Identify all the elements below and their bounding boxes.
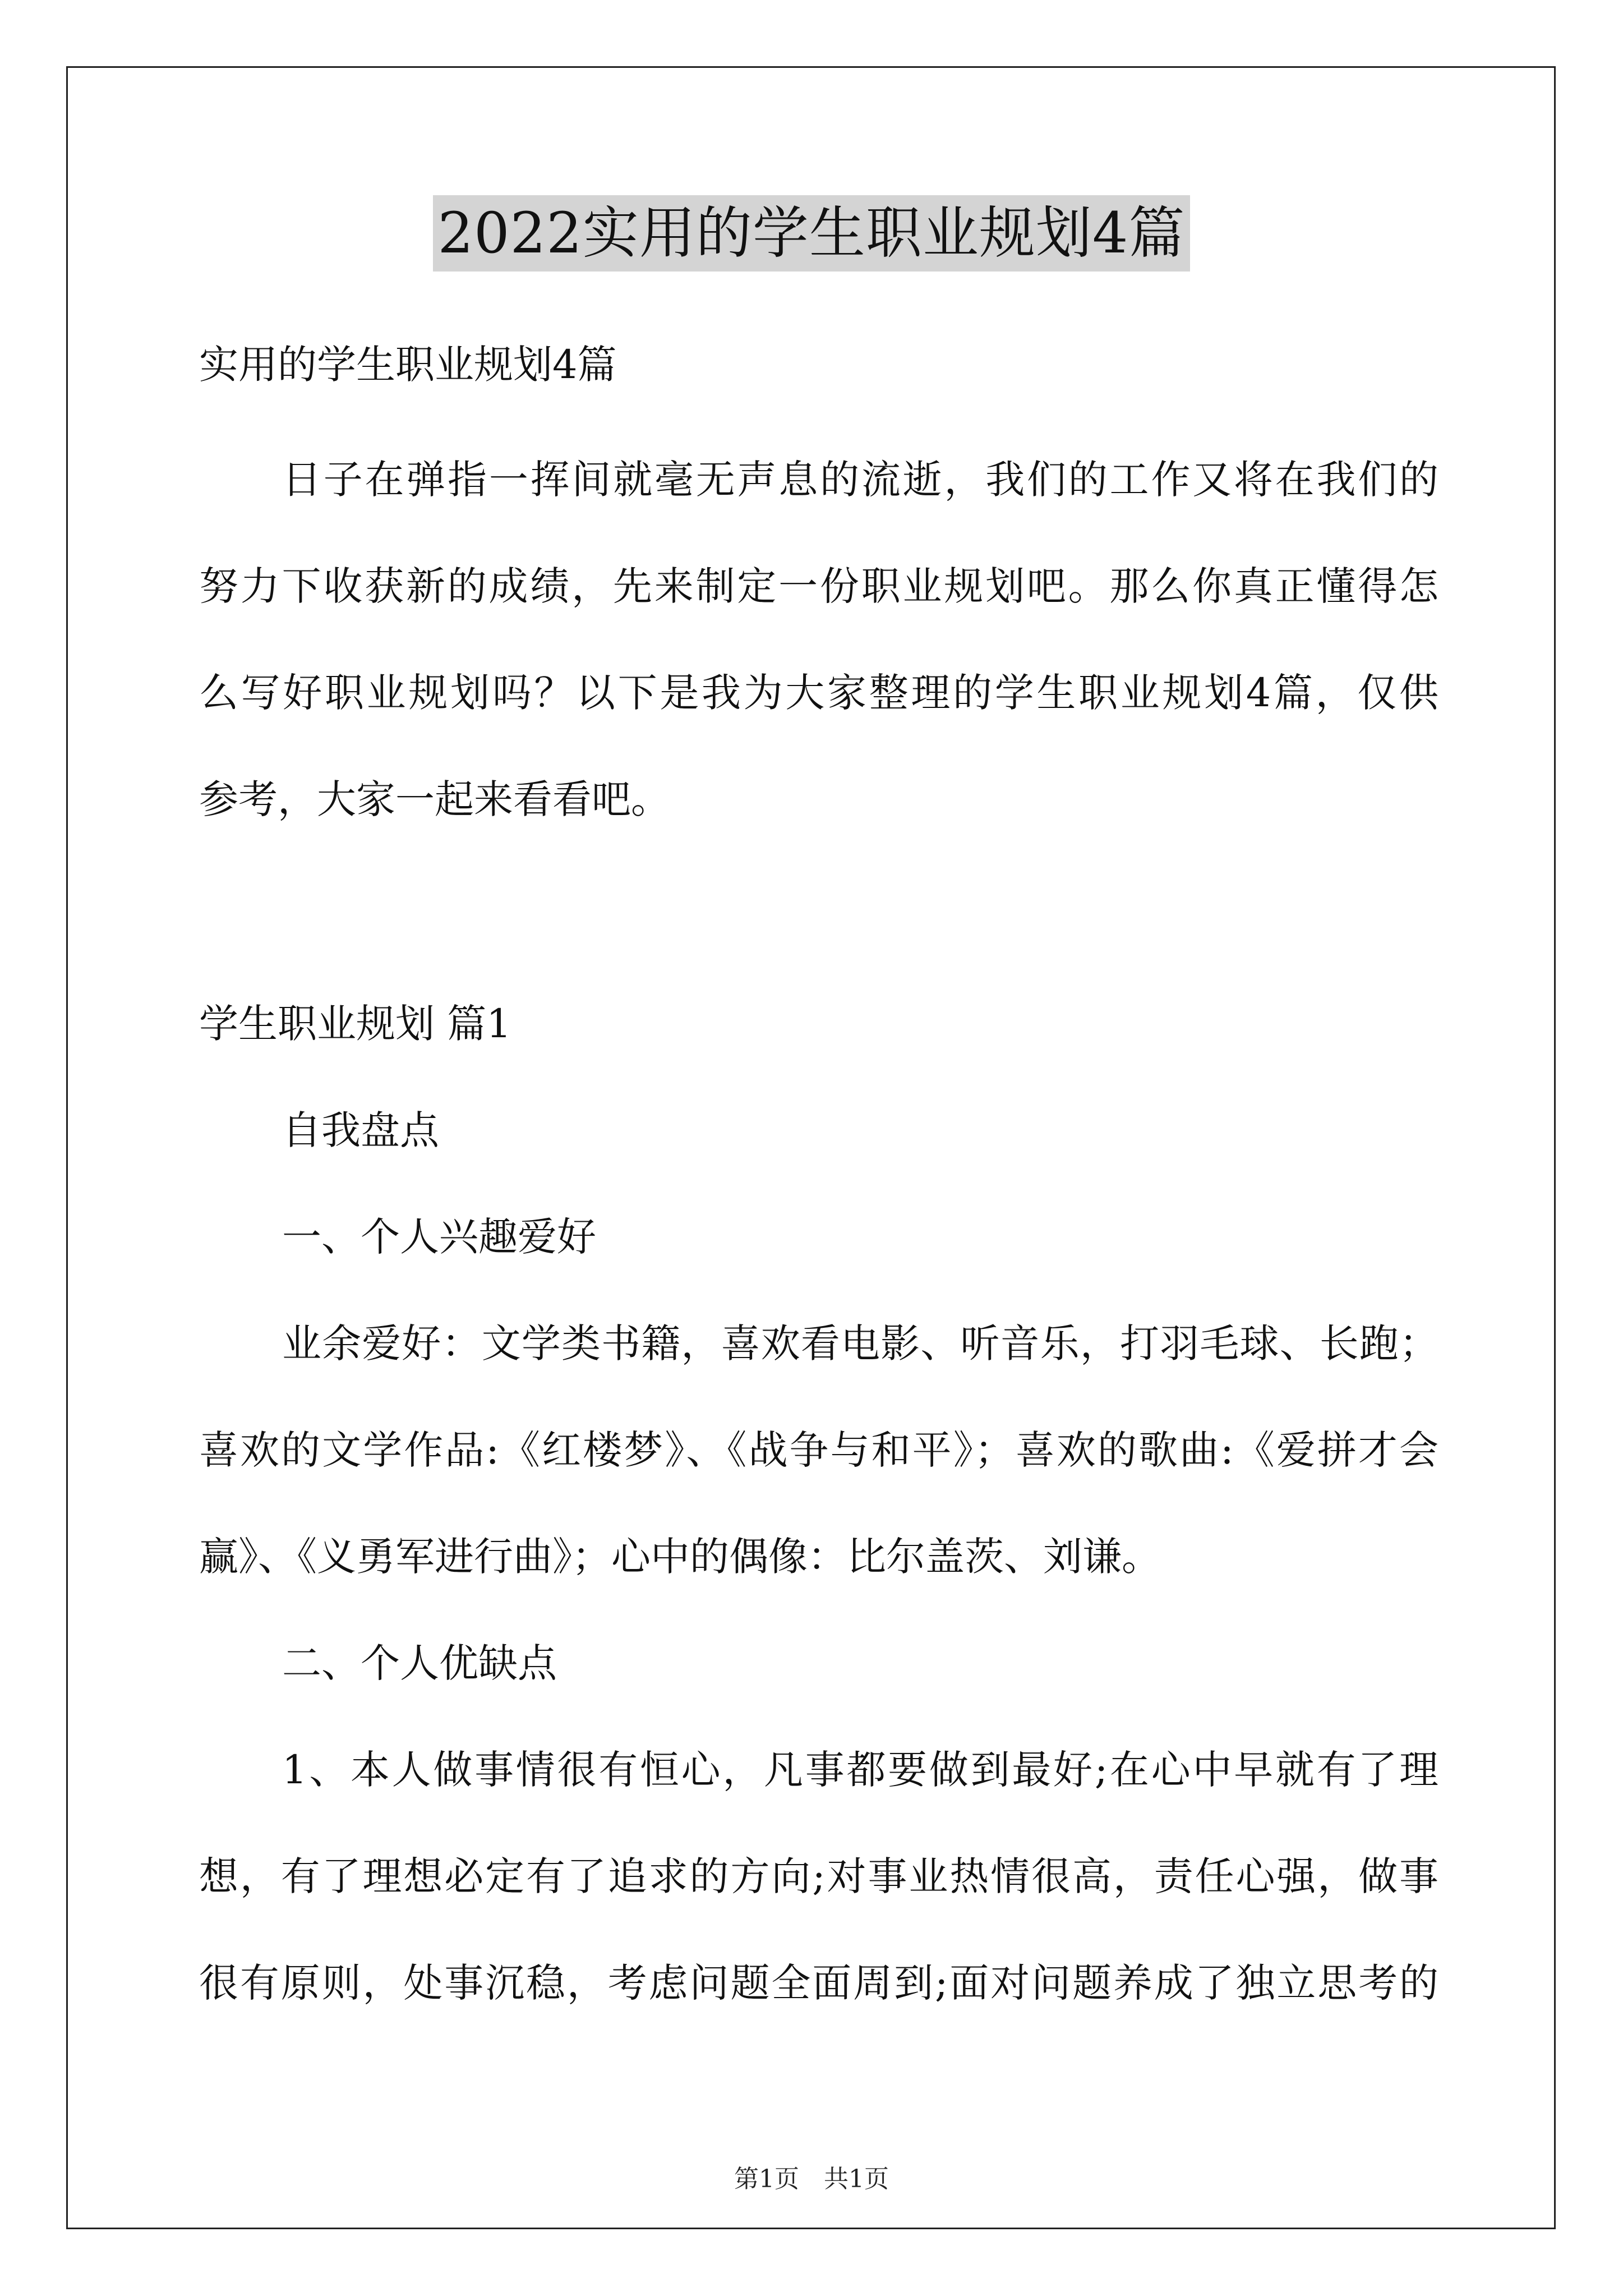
- strengths-line: 很有原则，处事沉稳，考虑问题全面周到;面对问题养成了独立思考的: [199, 1960, 1438, 2006]
- strengths-line: 想，有了理想必定有了追求的方向;对事业热情很高，责任心强，做事: [199, 1853, 1438, 1899]
- intro-line: 努力下收获新的成绩，先来制定一份职业规划吧。那么你真正懂得怎: [199, 563, 1438, 609]
- intro-line: 日子在弹指一挥间就毫无声息的流逝，我们的工作又将在我们的: [282, 457, 1438, 503]
- subtitle-block: [199, 311, 1438, 418]
- section-heading: 学生职业规划 篇1: [199, 1001, 511, 1047]
- document-subtitle: 实用的学生职业规划4篇: [199, 342, 617, 388]
- strengths-line: 1、本人做事情很有恒心，凡事都要做到最好;在心中早就有了理: [282, 1747, 1438, 1793]
- intro-paragraph: [199, 426, 1438, 853]
- section1-block: [199, 970, 1438, 2036]
- interests-line: 业余爱好：文学类书籍，喜欢看电影、听音乐，打羽毛球、长跑；: [282, 1320, 1438, 1366]
- document-title: 2022实用的学生职业规划4篇: [433, 195, 1189, 272]
- interests-line: 喜欢的文学作品:《红楼梦》、《战争与和平》；喜欢的歌曲:《爱拼才会: [199, 1427, 1438, 1473]
- interests-heading: 一、个人兴趣爱好: [282, 1214, 596, 1260]
- page-footer: [0, 2162, 1623, 2196]
- intro-line: 参考，大家一起来看看吧。: [199, 776, 670, 822]
- title-container: [0, 195, 1623, 272]
- page-number: 第1页 共1页: [734, 2165, 889, 2193]
- interests-line: 赢》、《义勇军进行曲》；心中的偶像：比尔盖茨、刘谦。: [199, 1534, 1161, 1580]
- self-inventory-label: 自我盘点: [282, 1107, 439, 1153]
- intro-line: 么写好职业规划吗？以下是我为大家整理的学生职业规划4篇，仅供: [199, 670, 1438, 716]
- strengths-heading: 二、个人优缺点: [282, 1640, 557, 1686]
